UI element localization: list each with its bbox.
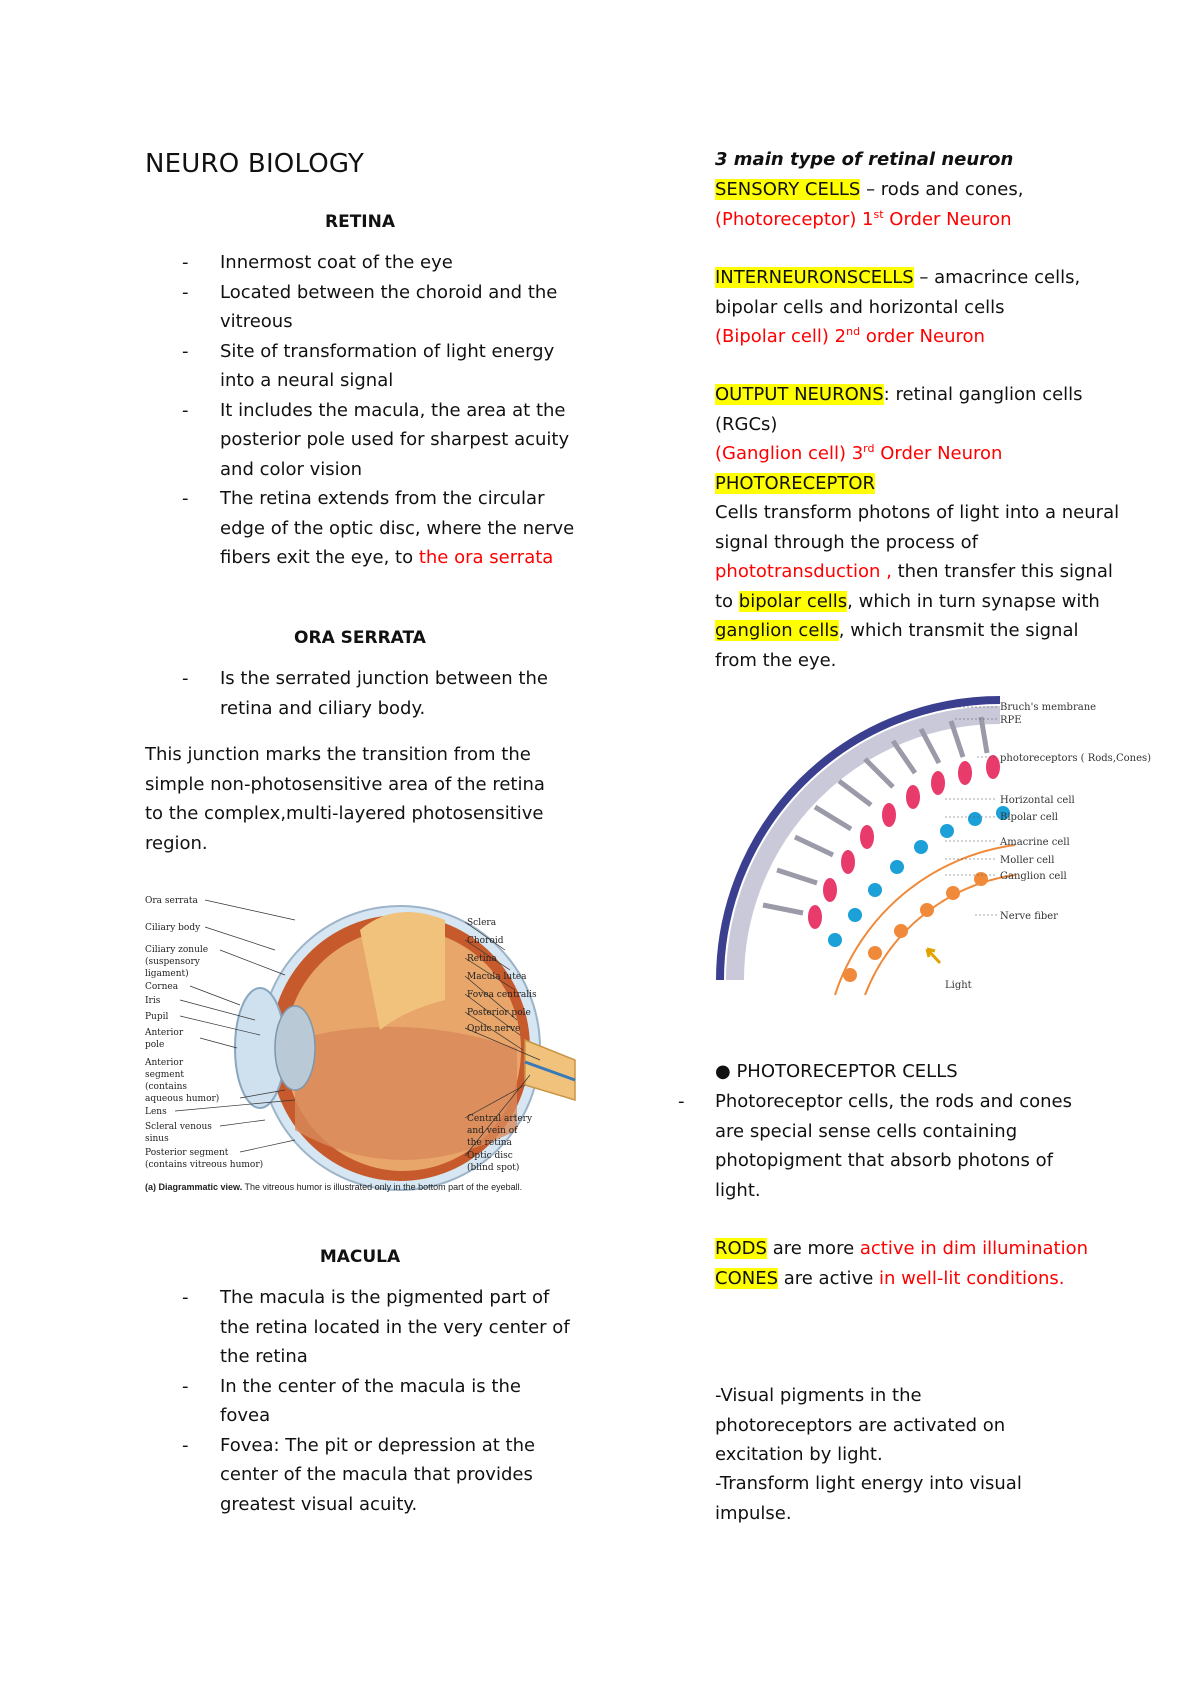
retina-layer-label: RPE: [1000, 715, 1022, 726]
macula-list: [145, 1283, 575, 1519]
photoreceptor-text-4: , which transmit the signal from the eye.: [715, 620, 1079, 671]
eye-label: Optic nerve: [467, 1024, 521, 1034]
eye-label: and vein of: [467, 1126, 518, 1136]
photoreceptor-cells-heading-row: [715, 1057, 958, 1087]
output-neurons-label: OUTPUT NEURONS: [715, 384, 884, 405]
eye-label: Ciliary zonule: [145, 945, 209, 955]
eye-label: segment: [145, 1070, 184, 1080]
retina-layer-label: Ganglion cell: [1000, 871, 1067, 882]
bullet-icon: ●: [715, 1061, 731, 1082]
macula-heading: MACULA: [319, 1247, 401, 1267]
sensory-order-sup: st: [873, 207, 884, 221]
retina-layer-label: photoreceptors ( Rods,Cones): [1000, 753, 1152, 764]
eye-label: Central artery: [467, 1114, 533, 1124]
eye-label: (blind spot): [467, 1163, 520, 1173]
list-item: - Is the serrated junction between the retina and ciliary body.: [145, 664, 575, 723]
eye-diagram: [145, 890, 585, 1220]
sensory-cells-label: SENSORY CELLS: [715, 179, 861, 200]
output-neurons-text: : retinal ganglion cells (RGCs): [715, 384, 1083, 435]
eye-caption-bold: (a) Diagrammatic view.: [145, 1182, 243, 1192]
photoreceptor-cells-heading: PHOTORECEPTOR CELLS: [736, 1061, 958, 1082]
eye-label: Lens: [145, 1107, 167, 1117]
eye-label: Macula lutea: [467, 972, 527, 982]
interneuron-block: [715, 263, 1125, 352]
output-order-text: (Ganglion cell) 3: [715, 443, 864, 464]
interneuron-order: [715, 326, 985, 347]
retina-item5-text: The retina extends from the circular edge of the optic disc, where the nerve fibers exit the eye, to: [220, 488, 575, 568]
retina-list: [145, 248, 575, 573]
retina-layer-label: Bipolar cell: [1000, 812, 1059, 823]
list-item: - Located between the choroid and the vitreous: [145, 278, 575, 337]
eye-label: the retina: [467, 1138, 512, 1148]
neurons-heading: 3 main type of retinal neuron: [715, 149, 1014, 170]
ora-serrata-list: [145, 664, 575, 723]
rods-text: are more: [766, 1238, 860, 1259]
interneuron-order-text: (Bipolar cell) 2: [715, 326, 847, 347]
sensory-order-text: (Photoreceptor) 1: [715, 208, 874, 230]
retina-layer-label: Amacrine cell: [1000, 837, 1070, 848]
interneuron-order-text2: order Neuron: [860, 326, 985, 347]
eye-label: sinus: [145, 1134, 169, 1144]
eye-label: Scleral venous: [145, 1122, 212, 1132]
sensory-order-text2: Order Neuron: [883, 208, 1012, 230]
retina-layer-label: Bruch's membrane: [1000, 702, 1097, 713]
ora-serrata-heading: ORA SERRATA: [294, 628, 426, 648]
list-item: - In the center of the macula is the fovea: [145, 1372, 575, 1431]
eye-label: Ciliary body: [145, 923, 201, 933]
eye-label: Choroid: [467, 936, 504, 946]
eye-label: Fovea centralis: [467, 990, 537, 1000]
sensory-order: [715, 209, 1012, 230]
eye-label: Sclera: [467, 918, 497, 928]
retina-layer-label: Nerve fiber: [1000, 911, 1058, 922]
output-order-sup: rd: [863, 442, 875, 455]
interneuron-text: – amacrince cells, bipolar cells and horizontal cells: [715, 267, 1081, 318]
eye-caption-rest: The vitreous humor is illustrated only in the bottom part of the eyeball.: [242, 1182, 523, 1192]
retina-layer-label: Light: [945, 980, 972, 991]
rods-label: RODS: [715, 1238, 767, 1259]
eye-label: Anterior: [145, 1058, 184, 1068]
eye-label: Ora serrata: [145, 896, 198, 906]
eye-label: aqueous humor): [145, 1094, 220, 1104]
photoreceptor-text-3: , which in turn synapse with: [847, 590, 1100, 612]
list-item: - Innermost coat of the eye: [145, 248, 575, 278]
bipolar-cells-hl: bipolar cells: [738, 590, 848, 612]
eye-label: Pupil: [145, 1012, 169, 1022]
eye-label: (contains vitreous humor): [145, 1160, 264, 1170]
interneuron-label: INTERNEURONSCELLS: [715, 267, 914, 288]
eye-label: Anterior: [145, 1028, 184, 1038]
list-item: - Fovea: The pit or depression at the center of the macula that provides greatest visual acuity.: [145, 1431, 575, 1520]
list-item: - Site of transformation of light energy into a neural signal: [145, 337, 575, 396]
retina-layer-label: Moller cell: [1000, 855, 1055, 866]
retina-layer-label: Horizontal cell: [1000, 795, 1075, 806]
photoreceptor-text-1: Cells transform photons of light into a neural signal through the process of: [715, 502, 1120, 553]
output-neurons-block: [715, 380, 1125, 675]
photoreceptor-label: PHOTORECEPTOR: [715, 472, 876, 494]
retina-heading: RETINA: [324, 212, 395, 232]
eye-label: (contains: [145, 1082, 188, 1092]
eye-label: Posterior pole: [467, 1008, 531, 1018]
eye-label: pole: [145, 1040, 165, 1050]
visual-pigments-text: -Visual pigments in the photoreceptors are activated on excitation by light.: [715, 1385, 1006, 1465]
interneuron-order-sup: nd: [846, 325, 861, 338]
cones-label: CONES: [715, 1267, 778, 1289]
dash-marker: -: [678, 1091, 685, 1112]
retina-layers-diagram: [715, 695, 1152, 1015]
eye-label: Iris: [145, 996, 161, 1006]
ora-serrata-paragraph: This junction marks the transition from the simple non-photosensitive area of the retina to the complex,multi-layered photosensitive region.: [145, 744, 545, 854]
output-order: [715, 443, 1002, 464]
eye-label: (suspensory: [145, 957, 200, 967]
sensory-cells-block: [715, 175, 1125, 234]
eye-label: ligament): [145, 969, 189, 979]
document-title: NEURO BIOLOGY: [145, 149, 365, 179]
phototransduction-red: phototransduction ,: [715, 561, 892, 582]
list-item: [145, 484, 575, 573]
rods-cones-block: [715, 1234, 1115, 1293]
photoreceptor-cells-text: Photoreceptor cells, the rods and cones are special sense cells containing photopigment that absorb photons of light.: [715, 1091, 1072, 1201]
list-item: - The macula is the pigmented part of the retina located in the very center of the retina: [145, 1283, 575, 1372]
cones-red: in well-lit conditions.: [879, 1267, 1065, 1289]
ora-serrata-red-text: the ora serrata: [418, 547, 554, 568]
eye-label: Retina: [467, 954, 497, 964]
transform-light-text: -Transform light energy into visual impulse.: [715, 1473, 1022, 1524]
list-item: - It includes the macula, the area at the posterior pole used for sharpest acuity and color vision: [145, 396, 575, 485]
rods-red: active in dim illumination: [859, 1238, 1088, 1259]
ganglion-cells-hl: ganglion cells: [715, 620, 839, 641]
eye-label: Posterior segment: [145, 1148, 229, 1158]
cones-text: are active: [778, 1267, 879, 1289]
eye-label: Optic disc: [467, 1151, 513, 1161]
sensory-cells-text: – rods and cones,: [860, 179, 1024, 200]
output-order-text2: Order Neuron: [874, 443, 1003, 464]
eye-caption: [145, 1182, 522, 1192]
photoreceptor-text-2: then transfer this signal to: [715, 561, 1113, 612]
eye-label: Cornea: [145, 982, 179, 992]
